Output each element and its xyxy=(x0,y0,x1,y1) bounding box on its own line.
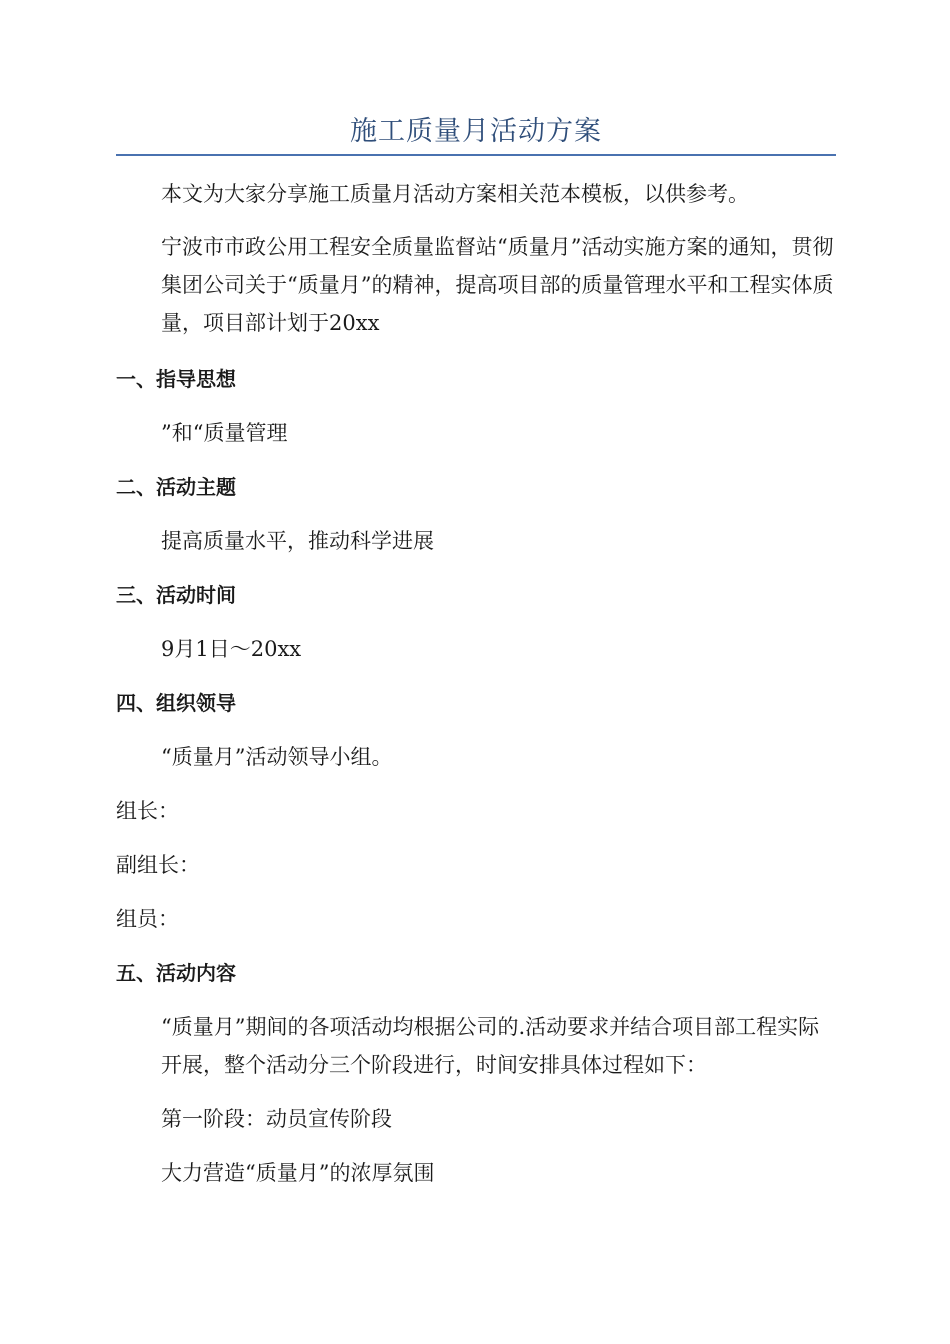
section-3-heading: 三、活动时间 xyxy=(116,583,236,607)
section-5-heading: 五、活动内容 xyxy=(116,961,236,985)
document-page xyxy=(116,0,836,1344)
leader-line: 组长： xyxy=(116,799,179,823)
section-4-heading: 四、组织领导 xyxy=(116,691,236,715)
section-5-body: “质量月”期间的各项活动均根据公司的.活动要求并结合项目部工程实际开展，整个活动分三个阶段进行，时间安排具体过程如下： xyxy=(161,1015,820,1077)
document-title: 施工质量月活动方案 xyxy=(350,116,602,147)
section-2-body: 提高质量水平，推动科学进展 xyxy=(161,529,434,553)
intro-paragraph: 本文为大家分享施工质量月活动方案相关范本模板，以供参考。 xyxy=(161,182,749,206)
phase-1-body: 大力营造“质量月”的浓厚氛围 xyxy=(161,1161,435,1185)
title-underline xyxy=(116,154,836,156)
section-2-heading: 二、活动主题 xyxy=(116,475,236,499)
phase-1-heading: 第一阶段：动员宣传阶段 xyxy=(161,1107,392,1131)
section-3-body: 9月1日～20xx xyxy=(161,637,302,661)
section-1-body: ”和“质量管理 xyxy=(161,421,288,445)
section-4-body: “质量月”活动领导小组。 xyxy=(161,745,393,769)
section-1-heading: 一、指导思想 xyxy=(116,367,236,391)
deputy-leader-line: 副组长： xyxy=(116,853,200,877)
notice-paragraph: 宁波市市政公用工程安全质量监督站“质量月”活动实施方案的通知，贯彻集团公司关于“质量月”的精神，提高项目部的质量管理水平和工程实体质量，项目部计划于20xx xyxy=(161,235,834,335)
members-line: 组员： xyxy=(116,907,179,931)
